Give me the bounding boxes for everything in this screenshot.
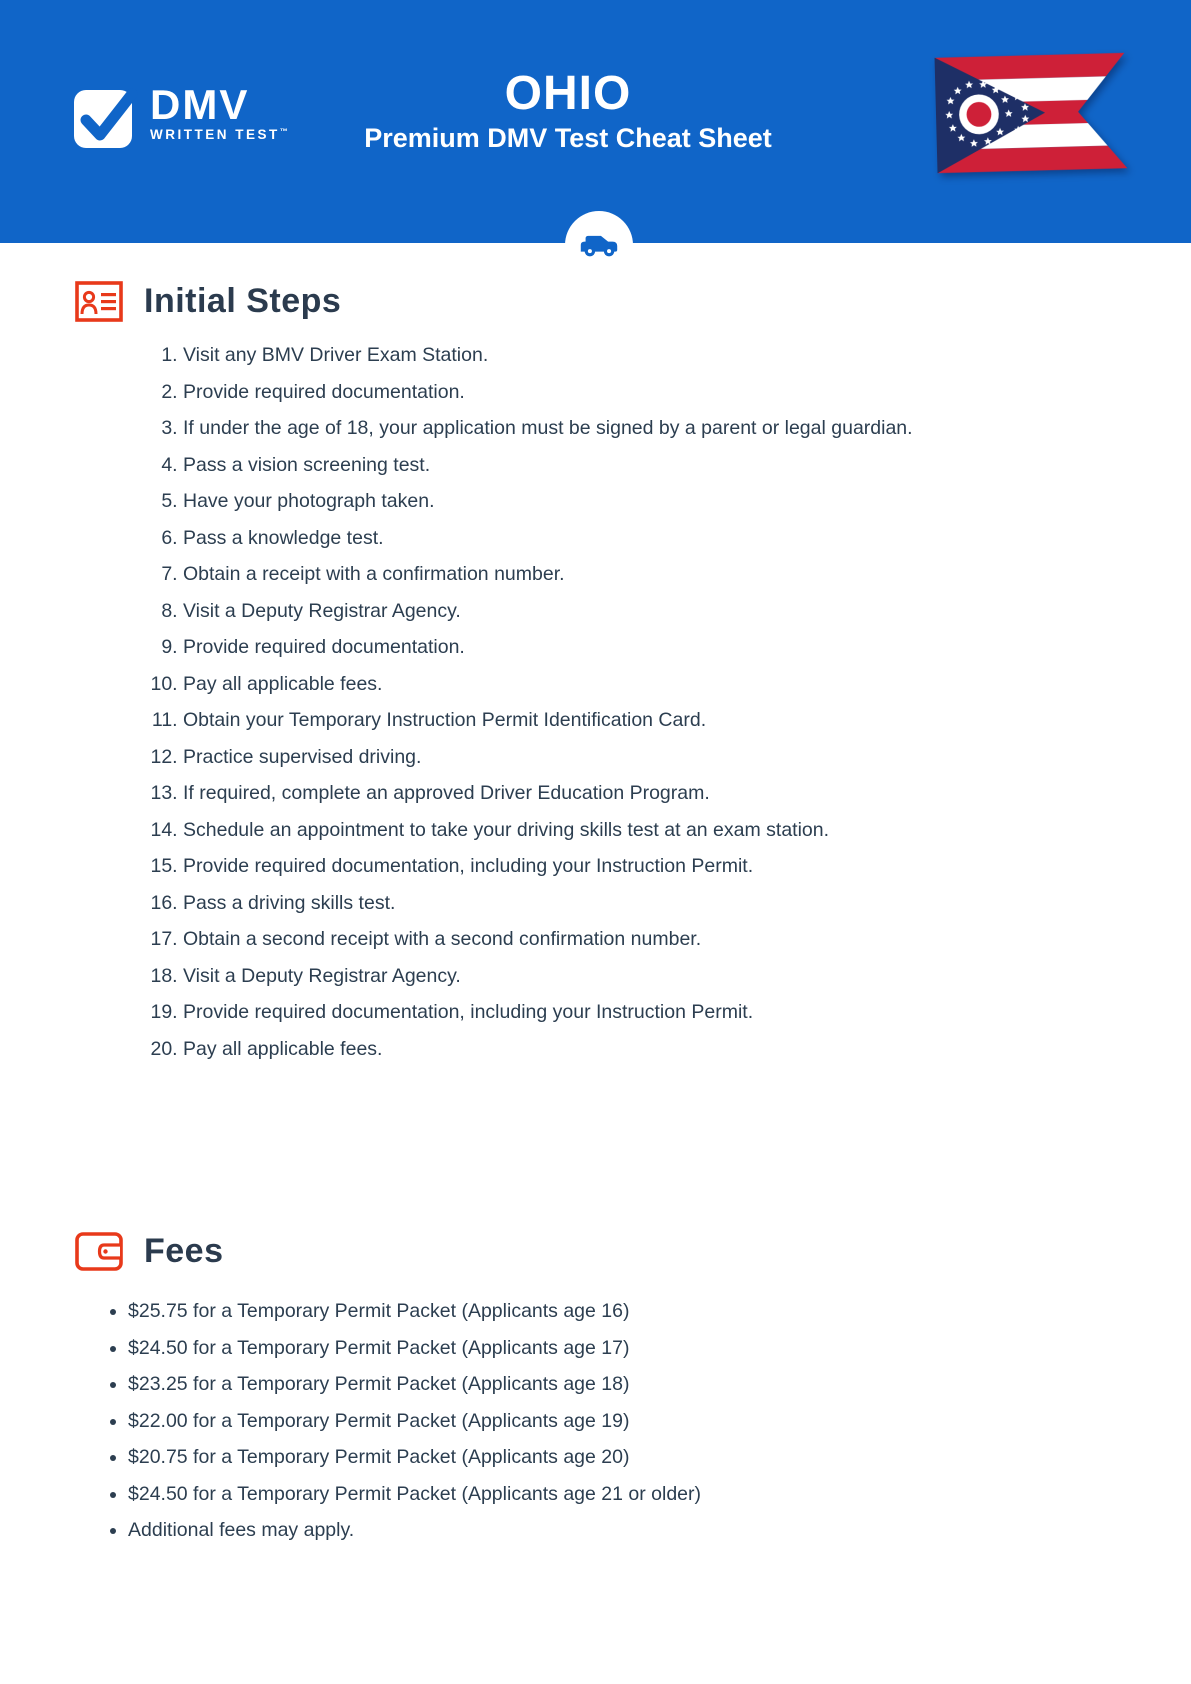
list-item: 2. Provide required documentation. bbox=[183, 382, 1141, 404]
initial-steps-heading bbox=[75, 281, 1141, 322]
steps-list bbox=[75, 345, 1141, 1060]
dmv-logo bbox=[70, 80, 290, 152]
list-item: • $25.75 for a Temporary Permit Packet (Applicants age 16) bbox=[128, 1301, 1141, 1323]
list-item: 5. Have your photograph taken. bbox=[183, 491, 1141, 513]
list-item: 14. Schedule an appointment to take your driving skills test at an exam station. bbox=[183, 820, 1141, 842]
fees-heading bbox=[75, 1231, 1141, 1272]
list-item: 12. Practice supervised driving. bbox=[183, 747, 1141, 769]
brand-text bbox=[150, 80, 290, 142]
list-item: 18. Visit a Deputy Registrar Agency. bbox=[183, 966, 1141, 988]
list-item: 20. Pay all applicable fees. bbox=[183, 1039, 1141, 1061]
list-item: • $23.25 for a Temporary Permit Packet (Applicants age 18) bbox=[128, 1374, 1141, 1396]
wallet-icon bbox=[75, 1231, 123, 1272]
page-subtitle: Premium DMV Test Cheat Sheet bbox=[364, 123, 772, 153]
title-block bbox=[364, 68, 772, 154]
list-item: 10. Pay all applicable fees. bbox=[183, 674, 1141, 696]
list-item: 19. Provide required documentation, including your Instruction Permit. bbox=[183, 1002, 1141, 1024]
list-item: 16. Pass a driving skills test. bbox=[183, 893, 1141, 915]
list-item: 7. Obtain a receipt with a confirmation number. bbox=[183, 564, 1141, 586]
car-icon bbox=[576, 228, 622, 263]
list-item: • $24.50 for a Temporary Permit Packet (Applicants age 21 or older) bbox=[128, 1484, 1141, 1506]
trademark-symbol: ™ bbox=[279, 127, 291, 136]
car-badge bbox=[565, 211, 633, 279]
brand-tagline: WRITTEN TEST™ bbox=[150, 127, 291, 142]
header-banner bbox=[0, 0, 1191, 243]
fees-list bbox=[75, 1301, 1141, 1542]
list-item: • $22.00 for a Temporary Permit Packet (Applicants age 19) bbox=[128, 1411, 1141, 1433]
section-fees bbox=[75, 1231, 1141, 1557]
list-item: 17. Obtain a second receipt with a second confirmation number. bbox=[183, 929, 1141, 951]
page-title: OHIO bbox=[504, 67, 632, 120]
check-icon bbox=[70, 80, 142, 152]
id-card-icon bbox=[75, 281, 123, 322]
list-item: 15. Provide required documentation, including your Instruction Permit. bbox=[183, 856, 1141, 878]
brand-name: DMV bbox=[150, 81, 250, 128]
list-item: 11. Obtain your Temporary Instruction Permit Identification Card. bbox=[183, 710, 1141, 732]
section-title: Fees bbox=[144, 1232, 224, 1270]
list-item: • $20.75 for a Temporary Permit Packet (Applicants age 20) bbox=[128, 1447, 1141, 1469]
list-item: • $24.50 for a Temporary Permit Packet (Applicants age 17) bbox=[128, 1338, 1141, 1360]
ohio-flag bbox=[934, 52, 1127, 175]
list-item: 9. Provide required documentation. bbox=[183, 637, 1141, 659]
list-item: 6. Pass a knowledge test. bbox=[183, 528, 1141, 550]
section-initial-steps bbox=[75, 281, 1141, 1075]
list-item: 1. Visit any BMV Driver Exam Station. bbox=[183, 345, 1141, 367]
list-item: 13. If required, complete an approved Driver Education Program. bbox=[183, 783, 1141, 805]
list-item: • Additional fees may apply. bbox=[128, 1520, 1141, 1542]
list-item: 3. If under the age of 18, your application must be signed by a parent or legal guardian. bbox=[183, 418, 1141, 440]
list-item: 4. Pass a vision screening test. bbox=[183, 455, 1141, 477]
list-item: 8. Visit a Deputy Registrar Agency. bbox=[183, 601, 1141, 623]
section-title: Initial Steps bbox=[144, 282, 342, 320]
